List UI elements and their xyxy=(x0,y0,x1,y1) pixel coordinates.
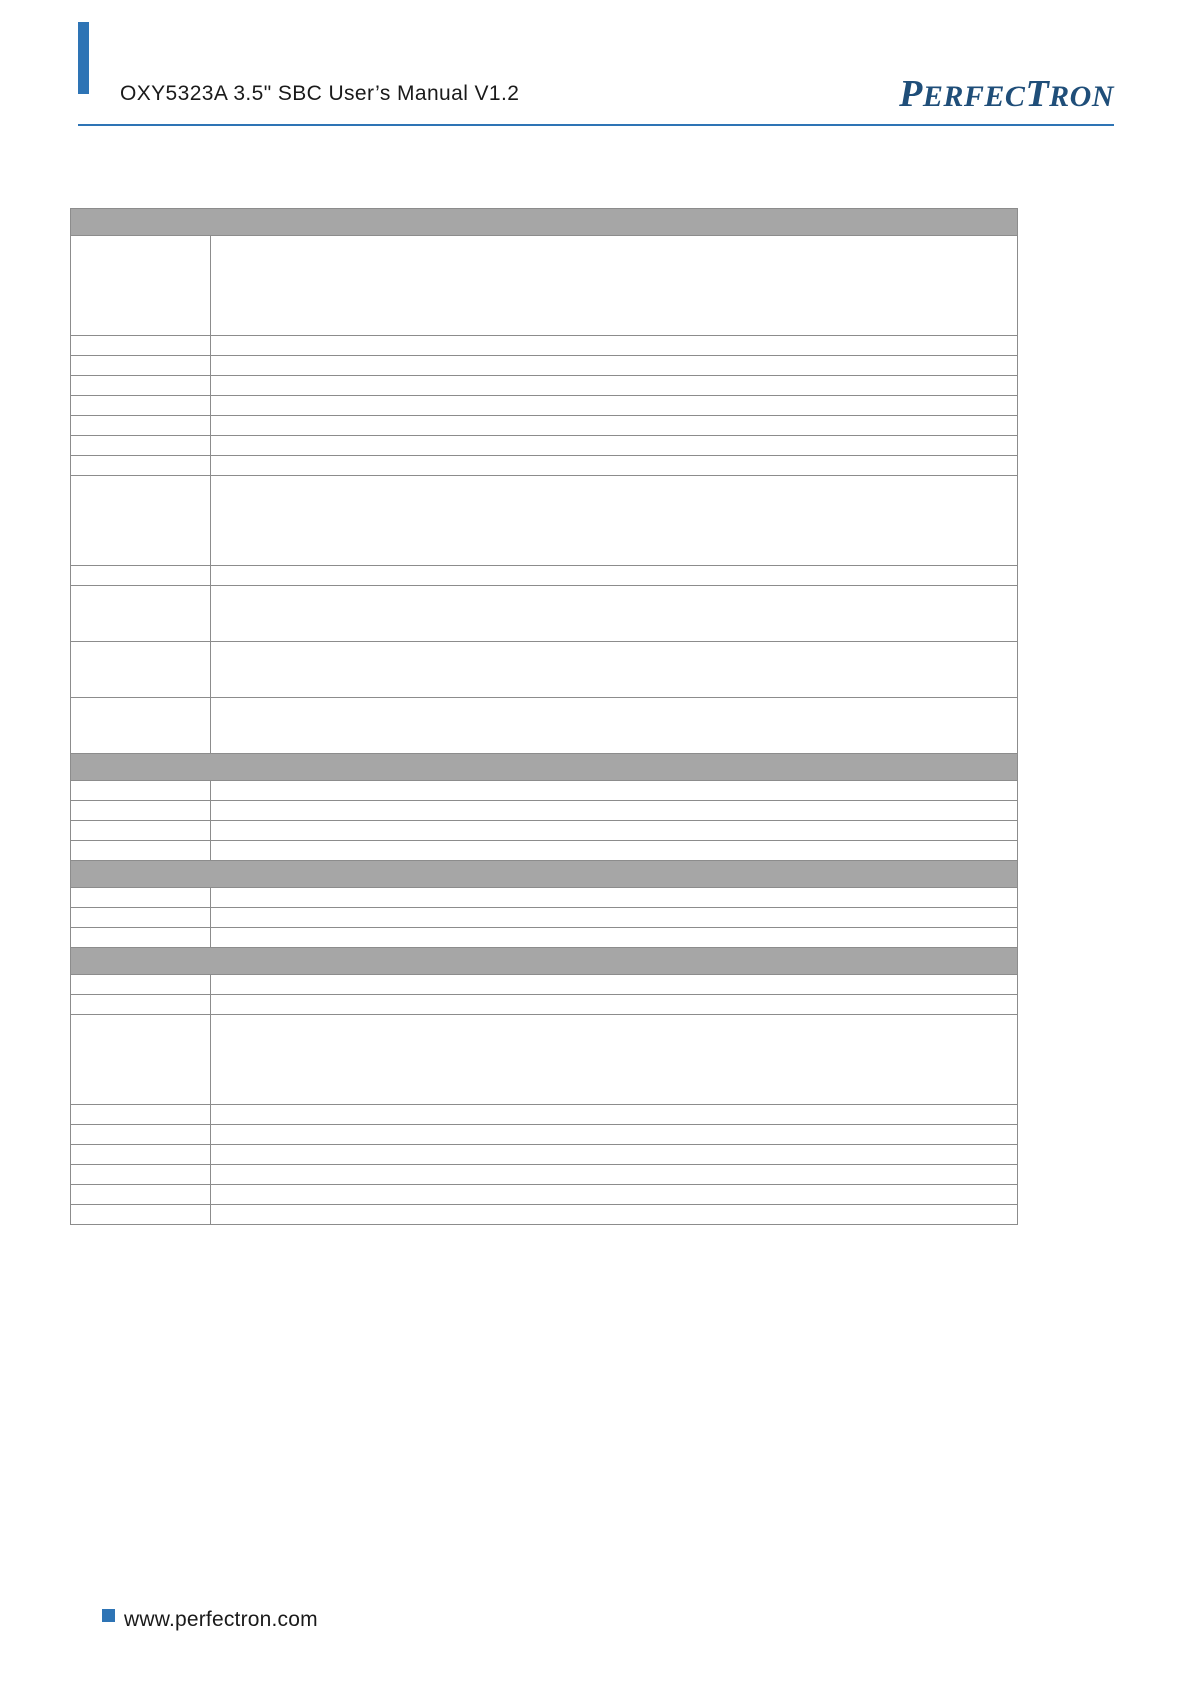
table-row xyxy=(71,928,1018,948)
table-cell-label xyxy=(71,1145,211,1165)
table-cell-value xyxy=(211,1105,1018,1125)
footer-website-link[interactable]: www.perfectron.com xyxy=(124,1608,318,1631)
table-cell-value xyxy=(211,356,1018,376)
table-cell-value xyxy=(211,236,1018,336)
table-cell-label xyxy=(71,356,211,376)
table-cell-label xyxy=(71,1125,211,1145)
table-row xyxy=(71,336,1018,356)
table-cell-value xyxy=(211,586,1018,642)
header-divider xyxy=(78,124,1114,126)
table-cell-value xyxy=(211,642,1018,698)
table-row xyxy=(71,1205,1018,1225)
table-cell-label xyxy=(71,1015,211,1105)
table-section-row xyxy=(71,209,1018,236)
table-cell-label xyxy=(71,236,211,336)
table-cell-value xyxy=(211,1145,1018,1165)
table-cell-label xyxy=(71,1185,211,1205)
table-row xyxy=(71,236,1018,336)
table-cell-label xyxy=(71,888,211,908)
specification-table-body xyxy=(71,209,1018,1225)
table-row xyxy=(71,821,1018,841)
table-cell-value xyxy=(211,336,1018,356)
table-cell-value xyxy=(211,995,1018,1015)
table-row xyxy=(71,975,1018,995)
table-cell-label xyxy=(71,456,211,476)
table-cell-value xyxy=(211,566,1018,586)
page-footer xyxy=(0,1566,1192,1686)
table-row xyxy=(71,841,1018,861)
table-cell-label xyxy=(71,698,211,754)
table-cell-value xyxy=(211,376,1018,396)
table-cell-label xyxy=(71,1105,211,1125)
table-cell-value xyxy=(211,698,1018,754)
table-cell-label xyxy=(71,995,211,1015)
table-cell-label xyxy=(71,975,211,995)
logo-text-a: ERFEC xyxy=(922,80,1026,113)
table-row xyxy=(71,1125,1018,1145)
table-row xyxy=(71,476,1018,566)
footer-square-icon xyxy=(102,1609,115,1622)
table-row xyxy=(71,396,1018,416)
table-cell-value xyxy=(211,928,1018,948)
page-header xyxy=(0,0,1192,130)
table-row xyxy=(71,566,1018,586)
table-cell-value xyxy=(211,975,1018,995)
table-cell-label xyxy=(71,436,211,456)
table-cell-value xyxy=(211,908,1018,928)
perfectron-logo xyxy=(899,72,1114,116)
table-row xyxy=(71,642,1018,698)
table-row xyxy=(71,698,1018,754)
table-cell-value xyxy=(211,801,1018,821)
table-row xyxy=(71,781,1018,801)
table-section-row xyxy=(71,948,1018,975)
table-section-header xyxy=(71,861,1018,888)
table-section-header xyxy=(71,948,1018,975)
table-cell-value xyxy=(211,841,1018,861)
specification-table xyxy=(70,208,1018,1225)
table-cell-label xyxy=(71,908,211,928)
table-section-header xyxy=(71,754,1018,781)
table-row xyxy=(71,356,1018,376)
table-cell-value xyxy=(211,1205,1018,1225)
table-row xyxy=(71,1165,1018,1185)
page-title: OXY5323A 3.5" SBC User’s Manual V1.2 xyxy=(120,82,520,105)
table-cell-value xyxy=(211,456,1018,476)
logo-letter-p: P xyxy=(899,73,923,115)
table-section-row xyxy=(71,754,1018,781)
table-cell-value xyxy=(211,781,1018,801)
table-cell-label xyxy=(71,642,211,698)
table-cell-label xyxy=(71,476,211,566)
table-cell-label xyxy=(71,566,211,586)
table-cell-label xyxy=(71,1165,211,1185)
table-cell-label xyxy=(71,781,211,801)
table-cell-label xyxy=(71,376,211,396)
table-row xyxy=(71,801,1018,821)
table-row xyxy=(71,416,1018,436)
table-cell-label xyxy=(71,841,211,861)
table-cell-label xyxy=(71,586,211,642)
table-row xyxy=(71,888,1018,908)
table-row xyxy=(71,1015,1018,1105)
table-row xyxy=(71,1105,1018,1125)
table-cell-label xyxy=(71,928,211,948)
table-row xyxy=(71,1145,1018,1165)
header-accent-bar xyxy=(78,22,89,94)
table-cell-label xyxy=(71,336,211,356)
table-row xyxy=(71,456,1018,476)
table-cell-value xyxy=(211,416,1018,436)
table-cell-value xyxy=(211,888,1018,908)
table-cell-label xyxy=(71,801,211,821)
table-cell-label xyxy=(71,1205,211,1225)
table-row xyxy=(71,995,1018,1015)
table-cell-value xyxy=(211,821,1018,841)
table-cell-label xyxy=(71,416,211,436)
table-cell-value xyxy=(211,1015,1018,1105)
table-row xyxy=(71,586,1018,642)
logo-text-b: RON xyxy=(1049,80,1114,113)
table-cell-value xyxy=(211,396,1018,416)
table-cell-value xyxy=(211,476,1018,566)
table-row xyxy=(71,376,1018,396)
table-row xyxy=(71,908,1018,928)
table-cell-label xyxy=(71,821,211,841)
table-section-row xyxy=(71,861,1018,888)
table-cell-value xyxy=(211,1165,1018,1185)
table-cell-label xyxy=(71,396,211,416)
logo-letter-t: T xyxy=(1025,73,1050,115)
table-row xyxy=(71,436,1018,456)
table-cell-value xyxy=(211,1125,1018,1145)
table-cell-value xyxy=(211,436,1018,456)
table-cell-value xyxy=(211,1185,1018,1205)
table-section-header xyxy=(71,209,1018,236)
table-row xyxy=(71,1185,1018,1205)
